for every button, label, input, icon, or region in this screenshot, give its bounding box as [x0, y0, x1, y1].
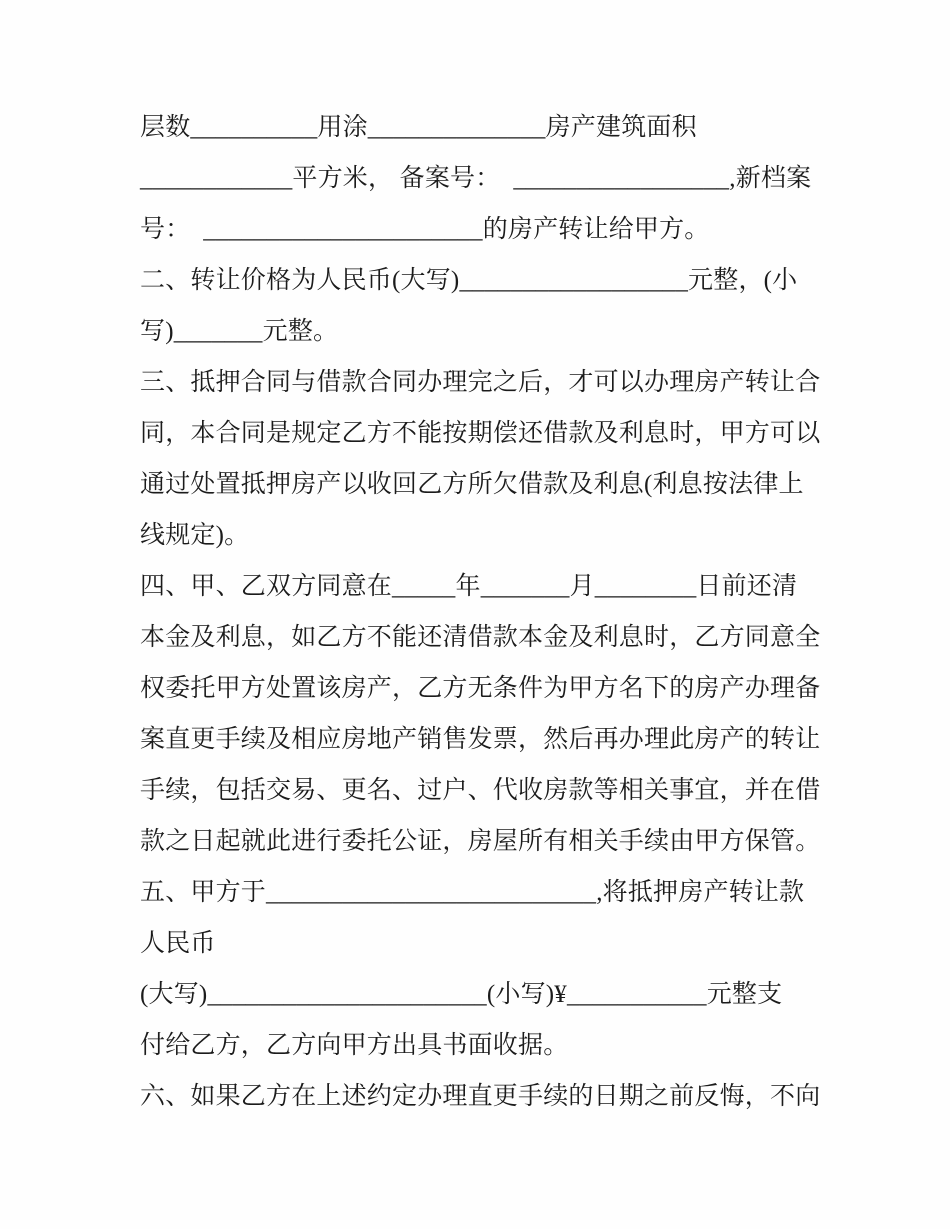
clause-3-mortgage-and-loan-contract [140, 357, 950, 561]
clause-2-transfer-price [140, 255, 950, 357]
text-line: 层数__________用涂______________房产建筑面积 [140, 114, 697, 141]
text-line: 款之日起就此进行委托公证，房屋所有相关手续由甲方保管。 [140, 828, 821, 855]
text-line: 五、甲方于__________________________,将抵押房产转让款 [140, 879, 805, 906]
text-line: 通过处置抵押房产以收回乙方所欠借款及利息(利息按法律上 [140, 471, 804, 498]
text-line: 写)_______元整。 [140, 318, 339, 345]
text-line: (大写)______________________(小写)¥___________元整支 [140, 981, 783, 1008]
text-line: 付给乙方，乙方向甲方出具书面收据。 [140, 1032, 569, 1059]
text-line: 同，本合同是规定乙方不能按期偿还借款及利息时，甲方可以 [140, 420, 821, 447]
text-line: 案直更手续及相应房地产销售发票，然后再办理此房产的转让 [140, 726, 821, 753]
text-line: 权委托甲方处置该房产，乙方无条件为甲方名下的房产办理备 [140, 675, 821, 702]
clause-5-payment [140, 867, 950, 1071]
text-line: 手续，包括交易、更名、过户、代收房款等相关事宜，并在借 [140, 777, 821, 804]
clause-6-breach [140, 1071, 950, 1122]
clause-4-repayment-deadline [140, 561, 950, 867]
text-line: 人民币 [140, 930, 216, 957]
text-line: 本金及利息，如乙方不能还清借款本金及利息时，乙方同意全 [140, 624, 821, 651]
text-line: 二、转让价格为人民币(大写)__________________元整，(小 [140, 267, 798, 294]
text-line: ____________平方米， 备案号： _________________,新档案 [140, 165, 812, 192]
text-line: 线规定)。 [140, 522, 250, 549]
text-line: 三、抵押合同与借款合同办理完之后，才可以办理房产转让合 [140, 369, 821, 396]
clause-property-details-continuation [140, 102, 950, 255]
text-line: 号： ______________________的房产转让给甲方。 [140, 216, 710, 243]
text-line: 四、甲、乙双方同意在_____年_______月________日前还清 [140, 573, 798, 600]
text-line: 六、如果乙方在上述约定办理直更手续的日期之前反悔，不向 [140, 1083, 821, 1110]
